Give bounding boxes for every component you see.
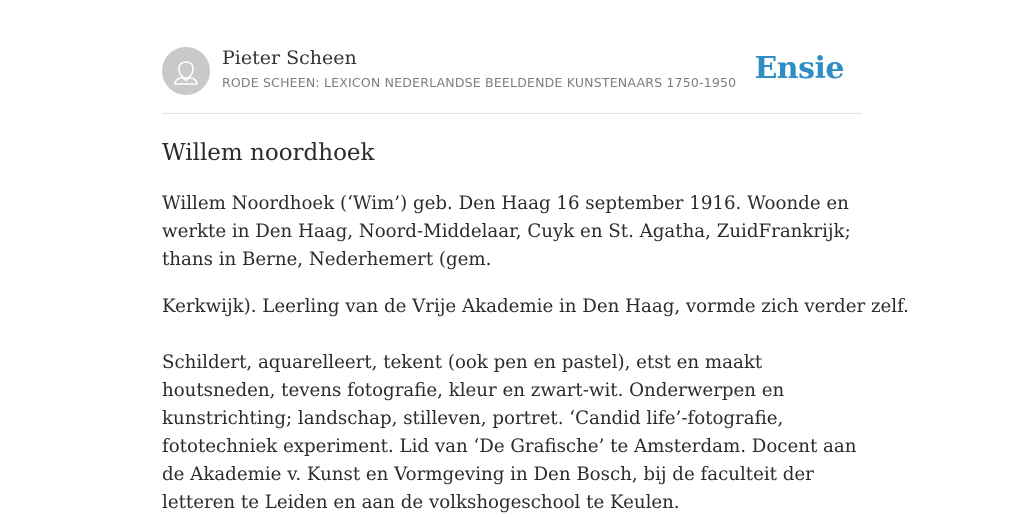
ensie-logo[interactable]: Ensie	[754, 51, 844, 86]
author-name[interactable]: Pieter Scheen	[222, 47, 357, 69]
source-title[interactable]: RODE SCHEEN: LEXICON NEDERLANDSE BEELDENDE KUNSTENAARS 1750-1950	[222, 75, 737, 90]
entry-paragraph-1: Willem Noordhoek (‘Wim’) geb. Den Haag 16 september 1916. Woonde en werkte in Den Haag, Noord-Middelaar, Cuyk en St. Agatha, ZuidFrankrijk; thans in Berne, Nederhemert (gem.	[162, 193, 851, 270]
entry-paragraph-2: Kerkwijk). Leerling van de Vrije Akademie in Den Haag, vormde zich verder zelf.	[162, 296, 909, 317]
entry-header	[162, 0, 862, 114]
entry-paragraph-3: Schildert, aquarelleert, tekent (ook pen en pastel), etst en maakt houtsneden, tevens fotografie, kleur en zwart-wit. Onderwerpen en kunstrichting; landschap, stilleven, portret. ‘Candid life’-fotografie, fototechniek experiment. Lid van ‘De Grafische’ te Amsterdam. Docent aan de Akademie v. Kunst en Vormgeving in Den Bosch, bij de faculteit der letteren te Leiden en aan de volkshogeschool te Keulen.	[162, 352, 857, 513]
user-icon	[162, 47, 210, 95]
entry-title: Willem noordhoek	[162, 140, 375, 166]
author-avatar[interactable]	[162, 47, 210, 95]
page-container	[162, 0, 909, 513]
